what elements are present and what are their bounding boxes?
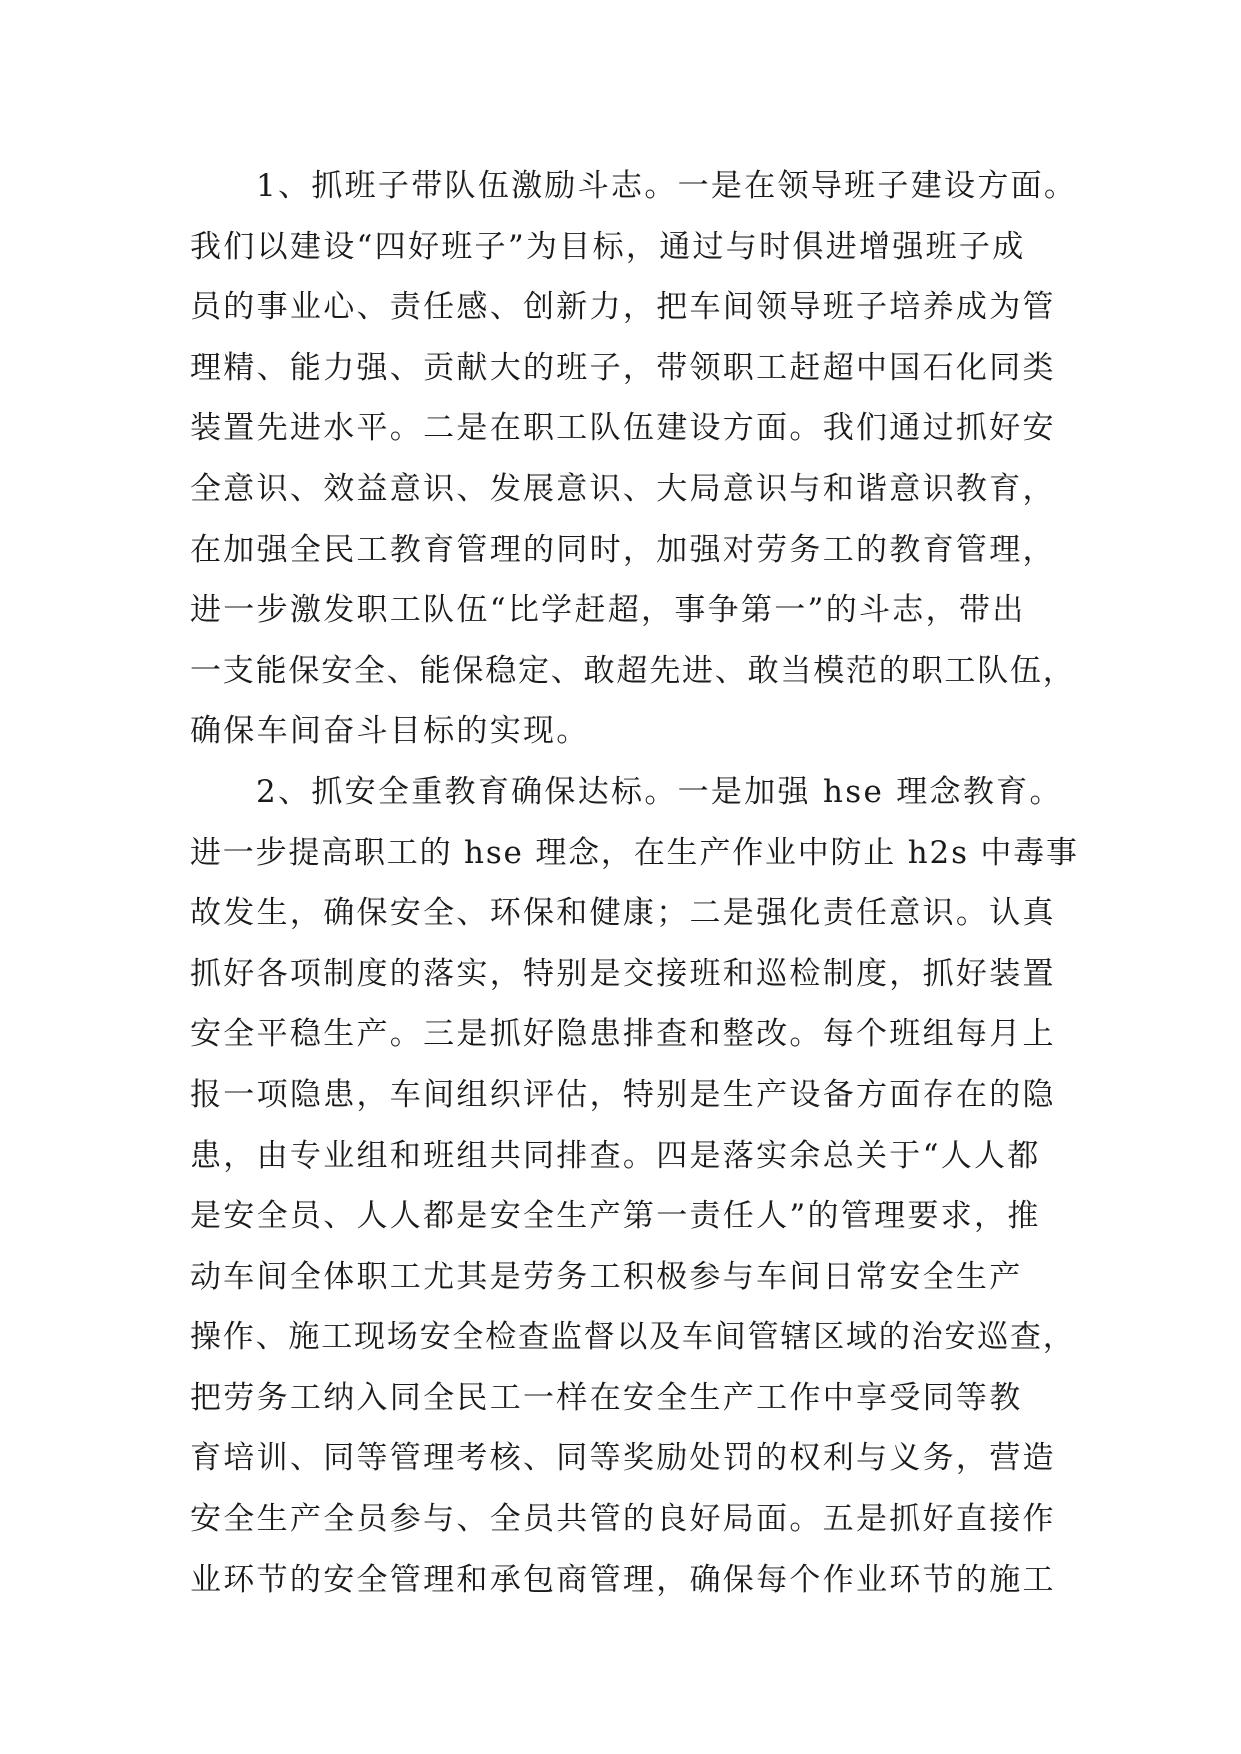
text-line: 1、抓班子带队伍激励斗志。一是在领导班子建设方面。 [256,168,1078,204]
text-line: 一支能保安全、能保稳定、敢超先进、敢当模范的职工队伍， [190,652,1076,689]
text-line: 2、抓安全重教育确保达标。一是加强 hse 理念教育。 [256,773,1063,810]
paragraph-2 [190,762,1080,1610]
text-line: 是安全员、人人都是安全生产第一责任人”的管理要求，推 [190,1198,1041,1235]
text-line: 理精、能力强、贡献大的班子，带领职工赶超中国石化同类 [190,349,1056,386]
text-line: 员的事业心、责任感、创新力，把车间领导班子培养成为管 [190,289,1056,326]
text-line: 进一步激发职工队伍“比学赶超，事争第一”的斗志，带出 [190,592,1026,629]
text-line: 业环节的安全管理和承包商管理，确保每个作业环节的施工 [190,1561,1056,1598]
text-line: 装置先进水平。二是在职工队伍建设方面。我们通过抓好安 [190,410,1056,447]
text-line: 全意识、效益意识、发展意识、大局意识与和谐意识教育， [190,470,1056,507]
text-line: 在加强全民工教育管理的同时，加强对劳务工的教育管理， [190,531,1056,568]
text-line: 安全平稳生产。三是抓好隐患排查和整改。每个班组每月上 [190,1016,1056,1053]
text-line: 报一项隐患，车间组织评估，特别是生产设备方面存在的隐 [190,1076,1056,1113]
text-line: 患，由专业组和班组共同排查。四是落实余总关于“人人都 [190,1137,1041,1174]
text-line: 确保车间奋斗目标的实现。 [190,713,590,750]
text-line: 育培训、同等管理考核、同等奖励处罚的权利与义务，营造 [190,1440,1056,1477]
text-line: 故发生，确保安全、环保和健康；二是强化责任意识。认真 [190,895,1056,932]
text-line: 把劳务工纳入同全民工一样在安全生产工作中享受同等教 [190,1379,1023,1416]
text-line: 抓好各项制度的落实，特别是交接班和巡检制度，抓好装置 [190,955,1056,992]
text-line: 进一步提高职工的 hse 理念，在生产作业中防止 h2s 中毒事 [190,834,1079,871]
text-line: 安全生产全员参与、全员共管的良好局面。五是抓好直接作 [190,1501,1056,1538]
paragraph-1 [190,156,1080,762]
body-text [190,156,1080,1610]
text-line: 我们以建设“四好班子”为目标，通过与时俱进增强班子成 [190,228,1026,265]
text-line: 动车间全体职工尤其是劳务工积极参与车间日常安全生产 [190,1258,1023,1295]
text-line: 操作、施工现场安全检查监督以及车间管辖区域的治安巡查， [190,1319,1076,1356]
